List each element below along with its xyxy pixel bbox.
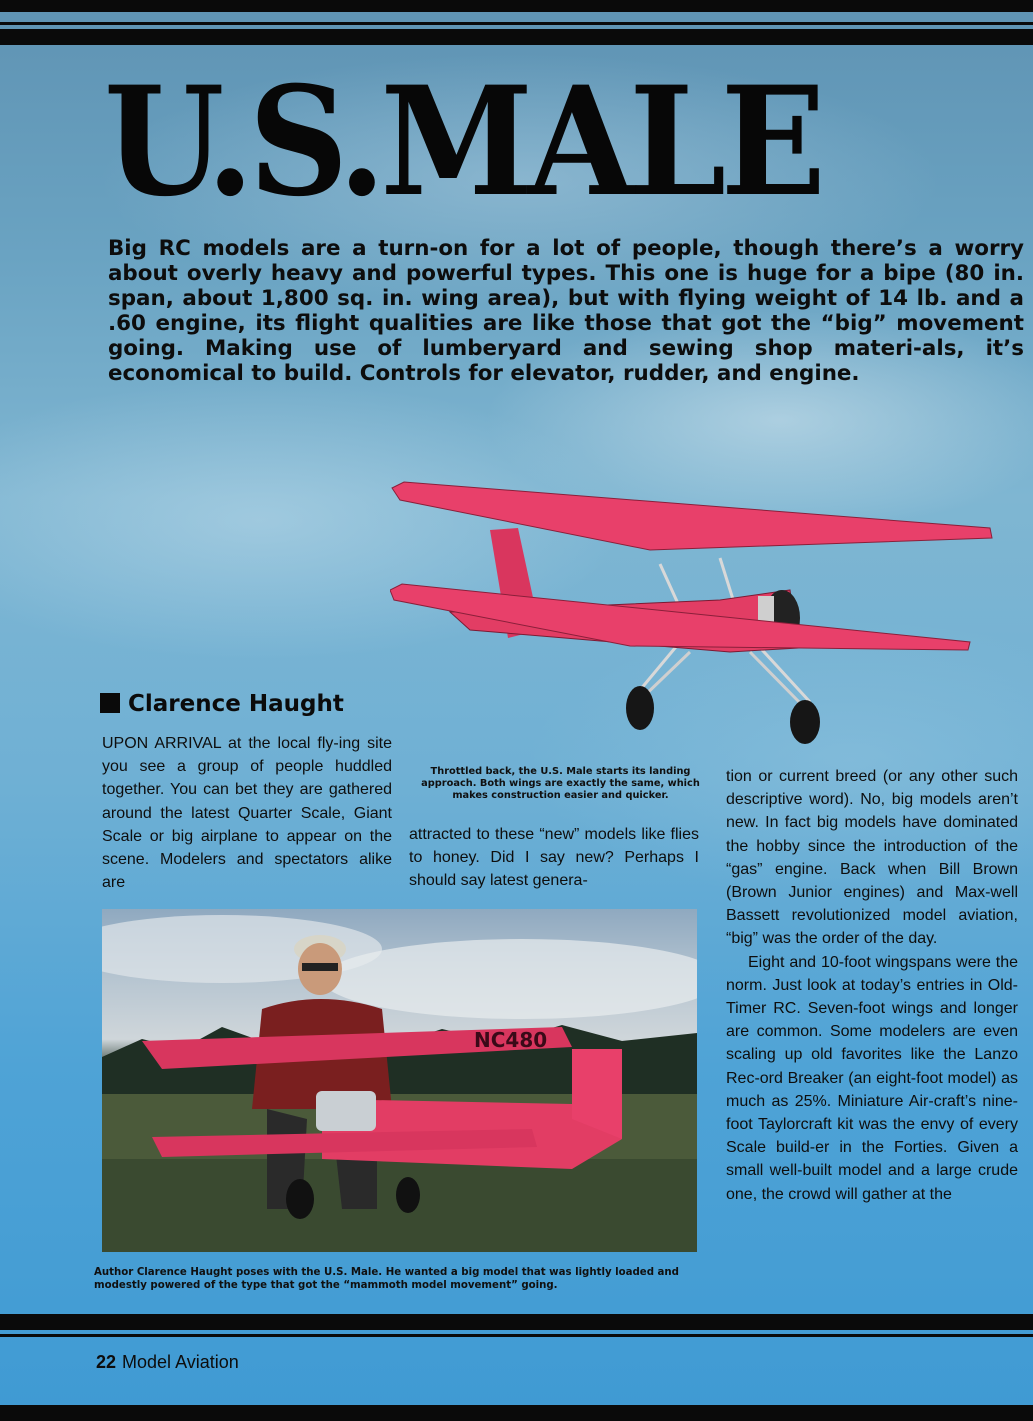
body-column-2: attracted to these “new” models like flies to honey. Did I say new? Perhaps I should say latest genera- [409,826,699,890]
body-paragraph: tion or current breed (or any other such descriptive word). No, big models aren’t new. In fact big models have dominated the hobby since the introduction of the “gas” engine. Back when Bill Brown (Brown Junior engines) and Max-well Bassett revolutionized model aviation, “big” was the order of the day. [726,768,1018,948]
model-engine-cowl [316,1091,376,1131]
bottom-thin-rule [0,1334,1033,1337]
body-column-3 [726,765,1018,1206]
page-number: 22 [96,1352,117,1372]
article-lede: Big RC models are a turn-on for a lot of people, though there’s a worry about overly heavy and powerful types. This one is huge for a bipe (80 in. span, about 1,800 sq. in. wing area), but with flying weight of 14 lb. and a .60 engine, its flight qualities are like those that got the “big” movement going. Making use of lumberyard and sewing shop materi-als, it’s economical to build. Controls for elevator, rudder, and engine. [108,236,1024,386]
author-with-model-photo [102,909,697,1252]
flight-photo-caption: Throttled back, the U.S. Male starts its landing approach. Both wings are exactly the same, which makes construction easier and quicker. [421,766,700,801]
author-photo-scene [102,909,697,1252]
body-column-1: UPON ARRIVAL at the local fly-ing site you see a group of people huddled together. You can bet they are gathered around the latest Quarter Scale, Giant Scale or big airplane to appear on the scene. Modelers and spectators alike are [102,735,392,892]
bottom-edge-band [0,1405,1033,1421]
body-paragraph: Eight and 10-foot wingspans were the norm. Just look at today’s entries in Old-Timer RC. Seven-foot wings and longer are common. Some modelers are even scaling up old favorites like the Lanzo Rec-ord Breaker (an eight-foot model) as much as 25%. Miniature Air-craft’s nine-foot Taylorcraft kit was the envy of every Scale build-er in the Forties. Given a small well-built model and a large crude one, the crowd will gather at the [726,953,1018,1203]
top-thick-rule [0,29,1033,45]
left-wheel [626,686,654,730]
bottom-thick-rule [0,1314,1033,1330]
top-edge-band [0,0,1033,12]
article-title: U.S.MALE [104,54,821,230]
author-byline [100,689,400,719]
top-thin-rule [0,22,1033,25]
biplane-in-flight-illustration [390,480,1030,750]
upper-wing [392,482,992,550]
byline-text: Clarence Haught [128,691,344,717]
model-wing-registration: NC480 [474,1028,548,1052]
byline-square-bullet [100,693,120,713]
author-photo-caption: Author Clarence Haught poses with the U.S. Male. He wanted a big model that was lightly loaded and modestly powered of the type that got the “mammoth model movement” going. [94,1267,679,1291]
right-wheel [790,700,820,744]
page-footer [96,1350,496,1374]
magazine-name: Model Aviation [122,1352,239,1372]
